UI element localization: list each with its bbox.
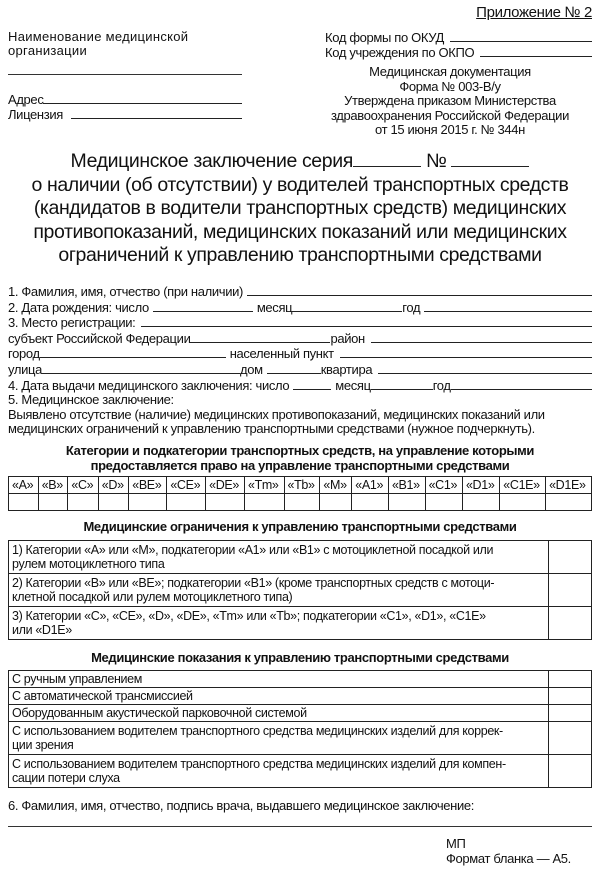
table-row bbox=[9, 574, 592, 607]
okud-label: Код формы по ОКУД bbox=[325, 30, 445, 45]
restriction-checkbox[interactable] bbox=[549, 574, 592, 607]
category-cell[interactable] bbox=[9, 494, 39, 511]
category-cell[interactable] bbox=[546, 494, 592, 511]
doc-info-line: Форма № 003-В/у bbox=[399, 78, 501, 94]
doc-info-line: Медицинская документация bbox=[369, 64, 531, 79]
issue-month-label: месяц bbox=[335, 377, 371, 393]
doc-info-line: Утверждена приказом Министерства bbox=[344, 93, 556, 108]
conclusion-label: 5. Медицинское заключение: bbox=[8, 392, 174, 408]
indication-checkbox[interactable] bbox=[549, 705, 592, 722]
table-row bbox=[9, 722, 592, 755]
issue-day-label: 4. Дата выдачи медицинского заключения: число bbox=[8, 377, 290, 393]
category-label: «D» bbox=[98, 477, 128, 494]
category-label: «C1» bbox=[425, 477, 462, 494]
category-cell[interactable] bbox=[38, 494, 68, 511]
categories-heading-line: предоставляется право на управление транспортными средствами bbox=[90, 458, 510, 473]
indication-text: сации потери слуха bbox=[12, 771, 120, 785]
birth-day-field[interactable] bbox=[153, 300, 253, 312]
title-line: о наличии (об отсутствии) у водителей транспортных средств bbox=[31, 173, 569, 196]
doctor-signature-field[interactable] bbox=[8, 826, 592, 827]
settlement-field[interactable] bbox=[340, 346, 592, 358]
restrictions-heading: Медицинские ограничения к управлению транспортными средствами bbox=[83, 519, 517, 534]
category-cell[interactable] bbox=[352, 494, 389, 511]
category-label: «DE» bbox=[206, 477, 245, 494]
category-cell[interactable] bbox=[284, 494, 320, 511]
category-label: «Tb» bbox=[284, 477, 320, 494]
title-line: противопоказаний, медицинских показаний или медицинских bbox=[33, 220, 567, 243]
table-row bbox=[9, 541, 592, 574]
restrictions-table bbox=[8, 540, 592, 640]
org-name-field[interactable] bbox=[8, 74, 242, 75]
house-field[interactable] bbox=[267, 362, 321, 374]
restriction-text: рулем мотоциклетного типа bbox=[12, 557, 165, 571]
category-cell[interactable] bbox=[425, 494, 462, 511]
indication-checkbox[interactable] bbox=[549, 722, 592, 755]
category-cell[interactable] bbox=[167, 494, 206, 511]
categories-table bbox=[8, 476, 592, 511]
indication-checkbox[interactable] bbox=[549, 755, 592, 788]
categories-heading bbox=[0, 443, 600, 473]
table-row bbox=[9, 755, 592, 788]
district-field[interactable] bbox=[371, 331, 592, 343]
title-line: ограничений к управлению транспортными средствами bbox=[58, 244, 542, 266]
table-row bbox=[9, 607, 592, 640]
category-cell[interactable] bbox=[500, 494, 546, 511]
category-label: «A1» bbox=[352, 477, 389, 494]
restriction-text: или «D1E» bbox=[12, 623, 72, 637]
category-cell[interactable] bbox=[129, 494, 167, 511]
address-label: Адрес bbox=[8, 92, 44, 107]
issue-month-field[interactable] bbox=[371, 378, 433, 390]
indication-checkbox[interactable] bbox=[549, 688, 592, 705]
indication-text: С использованием водителем транспортного средства медицинских изделий для коррек- bbox=[12, 724, 503, 738]
indication-text: ции зрения bbox=[12, 738, 74, 752]
license-field[interactable] bbox=[71, 107, 242, 119]
category-label: «BE» bbox=[129, 477, 167, 494]
category-label: «B1» bbox=[388, 477, 425, 494]
category-cell[interactable] bbox=[320, 494, 352, 511]
form-fields bbox=[8, 284, 592, 437]
restriction-text: 1) Категории «A» или «M», подкатегории «A1» или «B1» с мотоциклетной посадкой или bbox=[12, 543, 494, 557]
number-field[interactable] bbox=[451, 151, 529, 167]
city-field[interactable] bbox=[40, 346, 226, 358]
okud-field[interactable] bbox=[450, 30, 592, 42]
subject-field[interactable] bbox=[190, 331, 330, 343]
category-label: «C» bbox=[68, 477, 98, 494]
fio-label: 1. Фамилия, имя, отчество (при наличии) bbox=[8, 284, 244, 299]
categories-header-row bbox=[9, 477, 592, 494]
house-label: дом bbox=[240, 361, 263, 377]
okpo-label: Код учреждения по ОКПО bbox=[325, 45, 475, 60]
doctor-label: 6. Фамилия, имя, отчество, подпись врача, выдавшего медицинское заключение: bbox=[8, 798, 475, 813]
birth-year-field[interactable] bbox=[424, 300, 592, 312]
indications-heading: Медицинские показания к управлению транспортными средствами bbox=[91, 650, 509, 665]
indication-text: С автоматической трансмиссией bbox=[9, 688, 549, 705]
issue-year-label: год bbox=[432, 377, 451, 393]
category-label: «CE» bbox=[167, 477, 206, 494]
fio-field[interactable] bbox=[247, 284, 592, 296]
restriction-text: 3) Категории «C», «CE», «D», «DE», «Tm» или «Tb»; подкатегории «C1», «D1», «C1E» bbox=[12, 609, 486, 623]
birth-day-label: 2. Дата рождения: число bbox=[8, 299, 149, 315]
org-name-line-2: организации bbox=[8, 43, 88, 58]
category-cell[interactable] bbox=[68, 494, 98, 511]
indication-text: С ручным управлением bbox=[9, 671, 549, 688]
document-info bbox=[320, 65, 580, 138]
registration-label: 3. Место регистрации: bbox=[8, 315, 136, 331]
apartment-label: квартира bbox=[320, 361, 373, 377]
restriction-text: клетной посадкой или рулем мотоциклетного типа) bbox=[12, 590, 293, 604]
category-label: «B» bbox=[38, 477, 68, 494]
table-row bbox=[9, 705, 592, 722]
appendix-label: Приложение № 2 bbox=[476, 4, 592, 21]
table-row bbox=[9, 671, 592, 688]
restriction-text: 2) Категории «B» или «BE»; подкатегории «B1» (кроме транспортных средств с мотоци- bbox=[12, 576, 495, 590]
doc-info-line: здравоохранения Российской Федерации bbox=[330, 107, 570, 123]
category-label: «C1E» bbox=[500, 477, 546, 494]
indications-table bbox=[8, 670, 592, 788]
apartment-field[interactable] bbox=[378, 362, 592, 374]
doc-info-line: от 15 июня 2015 г. № 344н bbox=[374, 122, 525, 137]
org-name-line-1: Наименование медицинской bbox=[8, 29, 189, 44]
registration-field[interactable] bbox=[141, 315, 592, 327]
category-cell[interactable] bbox=[206, 494, 245, 511]
address-license-block bbox=[8, 92, 242, 122]
series-label: Медицинское заключение серия bbox=[70, 150, 353, 172]
table-row bbox=[9, 688, 592, 705]
indication-text: С использованием водителем транспортного средства медицинских изделий для компен- bbox=[12, 757, 506, 771]
stamp-label: МП bbox=[446, 836, 466, 851]
category-cell[interactable] bbox=[244, 494, 284, 511]
conclusion-text: медицинских ограничений к управлению транспортными средствами (нужное подчеркнуть). bbox=[8, 421, 535, 437]
issue-year-field[interactable] bbox=[451, 378, 592, 390]
restriction-checkbox[interactable] bbox=[549, 607, 592, 640]
categories-heading-line: Категории и подкатегории транспортных средств, на управление которыми bbox=[65, 443, 535, 458]
birth-month-label: месяц bbox=[256, 299, 293, 315]
category-label: «D1E» bbox=[546, 477, 592, 494]
category-cell[interactable] bbox=[462, 494, 499, 511]
street-field[interactable] bbox=[42, 362, 240, 374]
conclusion-text: Выявлено отсутствие (наличие) медицинских противопоказаний, медицинских показаний или bbox=[8, 406, 545, 422]
indication-text: Оборудованным акустической парковочной системой bbox=[9, 705, 549, 722]
format-label: Формат бланка — А5. bbox=[446, 851, 571, 866]
category-label: «D1» bbox=[462, 477, 499, 494]
okpo-field[interactable] bbox=[480, 45, 592, 57]
address-field[interactable] bbox=[43, 92, 242, 104]
settlement-label: населенный пункт bbox=[229, 346, 334, 362]
license-label: Лицензия bbox=[8, 107, 63, 122]
category-label: «M» bbox=[320, 477, 352, 494]
street-label: улица bbox=[8, 361, 42, 377]
page-title bbox=[0, 150, 600, 268]
subject-label: субъект Российской Федерации bbox=[8, 330, 191, 346]
number-label: № bbox=[425, 150, 447, 172]
category-label: «A» bbox=[9, 477, 39, 494]
indication-checkbox[interactable] bbox=[549, 671, 592, 688]
category-cell[interactable] bbox=[388, 494, 425, 511]
title-line: (кандидатов в водители транспортных средств) медицинских bbox=[33, 197, 567, 219]
series-field[interactable] bbox=[353, 151, 421, 167]
category-cell[interactable] bbox=[98, 494, 128, 511]
category-label: «Tm» bbox=[244, 477, 284, 494]
codes-block bbox=[325, 30, 592, 60]
district-label: район bbox=[330, 330, 365, 346]
issue-day-field[interactable] bbox=[293, 378, 331, 390]
birth-year-label: год bbox=[402, 299, 421, 315]
city-label: город bbox=[8, 346, 40, 362]
org-name-label bbox=[8, 30, 188, 58]
birth-month-field[interactable] bbox=[292, 300, 402, 312]
categories-value-row bbox=[9, 494, 592, 511]
restriction-checkbox[interactable] bbox=[549, 541, 592, 574]
